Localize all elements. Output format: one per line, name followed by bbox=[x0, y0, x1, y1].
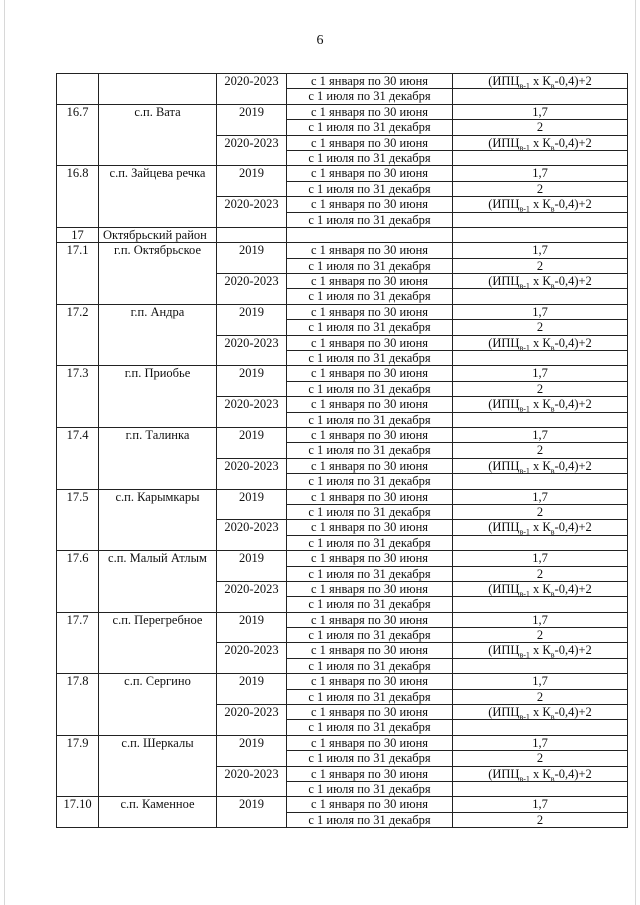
formula-part: х К bbox=[529, 197, 551, 212]
index-value: 1,7 bbox=[453, 366, 628, 381]
formula-part: х К bbox=[529, 643, 551, 658]
formula-part: (ИПЦ bbox=[488, 581, 520, 596]
date-range: с 1 июля по 31 декабря bbox=[287, 89, 453, 104]
settlement-name: с.п. Каменное bbox=[99, 797, 217, 828]
formula-part: в bbox=[550, 466, 555, 474]
formula-part: -0,4)+2 bbox=[554, 581, 592, 596]
index-value: 1,7 bbox=[453, 427, 628, 442]
index-value: 1,7 bbox=[453, 735, 628, 750]
table-row bbox=[57, 612, 628, 627]
formula-part: в-1 bbox=[519, 527, 530, 536]
formula-part: -0,4)+2 bbox=[554, 197, 592, 212]
formula-part: в-1 bbox=[519, 204, 530, 213]
row-number: 16.7 bbox=[57, 104, 99, 166]
date-range: с 1 июля по 31 декабря bbox=[287, 781, 453, 796]
settlement-name: с.п. Шеркалы bbox=[99, 735, 217, 797]
formula-part: в-1 bbox=[519, 466, 530, 474]
formula-part: в-1 bbox=[519, 650, 530, 659]
page-number: 6 bbox=[316, 33, 324, 48]
date-range: с 1 января по 30 июня bbox=[287, 243, 453, 258]
formula-part: х К bbox=[529, 581, 551, 596]
row-number: 17.9 bbox=[57, 735, 99, 797]
formula-part: в bbox=[550, 404, 555, 413]
formula-part: в bbox=[550, 712, 555, 720]
row-number: 17.3 bbox=[57, 366, 99, 428]
period-years: 2020-2023 bbox=[217, 335, 287, 366]
date-range: с 1 июля по 31 декабря bbox=[287, 120, 453, 135]
period-years: 2020-2023 bbox=[217, 74, 287, 105]
formula-part: х К bbox=[529, 705, 551, 720]
row-number: 16.8 bbox=[57, 166, 99, 228]
date-range: с 1 июля по 31 декабря bbox=[287, 597, 453, 612]
period-years: 2020-2023 bbox=[217, 135, 287, 166]
formula-part: в-1 bbox=[519, 404, 530, 413]
period-years: 2019 bbox=[217, 735, 287, 766]
index-value bbox=[453, 720, 628, 735]
period-years: 2019 bbox=[217, 489, 287, 520]
table-row bbox=[57, 489, 628, 504]
formula-part: в-1 bbox=[519, 143, 530, 151]
date-range: с 1 июля по 31 декабря bbox=[287, 720, 453, 735]
formula-part: в bbox=[550, 650, 555, 659]
date-range: с 1 января по 30 июня bbox=[287, 197, 453, 212]
formula-part: в-1 bbox=[519, 343, 530, 351]
index-value bbox=[453, 289, 628, 304]
formula-part: (ИПЦ bbox=[488, 397, 520, 412]
index-value bbox=[453, 335, 628, 350]
period-years: 2019 bbox=[217, 243, 287, 274]
index-value: 2 bbox=[453, 812, 628, 827]
table-row bbox=[57, 304, 628, 319]
formula-part: (ИПЦ bbox=[488, 643, 520, 658]
empty-cell bbox=[217, 227, 287, 242]
formula-part: (ИПЦ bbox=[488, 520, 520, 535]
date-range: с 1 июля по 31 декабря bbox=[287, 443, 453, 458]
date-range: с 1 июля по 31 декабря bbox=[287, 812, 453, 827]
page-edge-right bbox=[635, 0, 636, 905]
date-range: с 1 января по 30 июня bbox=[287, 581, 453, 596]
index-value: 2 bbox=[453, 751, 628, 766]
period-years: 2019 bbox=[217, 166, 287, 197]
index-value: 2 bbox=[453, 504, 628, 519]
district-row bbox=[57, 227, 628, 242]
date-range: с 1 июля по 31 декабря bbox=[287, 289, 453, 304]
formula-part: -0,4)+2 bbox=[554, 135, 592, 150]
period-years: 2020-2023 bbox=[217, 274, 287, 305]
row-number: 17.5 bbox=[57, 489, 99, 551]
formula-part: в-1 bbox=[519, 281, 530, 289]
period-years: 2019 bbox=[217, 104, 287, 135]
period-years: 2020-2023 bbox=[217, 458, 287, 489]
formula-part: в bbox=[550, 281, 555, 289]
settlement-name: с.п. Карымкары bbox=[99, 489, 217, 551]
formula-part: в-1 bbox=[519, 81, 530, 89]
date-range: с 1 января по 30 июня bbox=[287, 489, 453, 504]
table-row bbox=[57, 243, 628, 258]
table-row bbox=[57, 166, 628, 181]
index-value: 2 bbox=[453, 689, 628, 704]
date-range: с 1 января по 30 июня bbox=[287, 674, 453, 689]
index-value: 1,7 bbox=[453, 797, 628, 812]
formula-part: х К bbox=[529, 74, 551, 88]
formula-part: х К bbox=[529, 274, 551, 289]
index-value: 1,7 bbox=[453, 104, 628, 119]
date-range: с 1 июля по 31 декабря bbox=[287, 566, 453, 581]
formula-part: (ИПЦ bbox=[488, 135, 520, 150]
period-years: 2020-2023 bbox=[217, 705, 287, 736]
index-value bbox=[453, 581, 628, 596]
formula-part: в bbox=[550, 81, 555, 89]
formula-part: в bbox=[550, 204, 555, 213]
index-value bbox=[453, 397, 628, 412]
index-value: 2 bbox=[453, 120, 628, 135]
index-value: 1,7 bbox=[453, 489, 628, 504]
formula-part: х К bbox=[529, 397, 551, 412]
period-years: 2019 bbox=[217, 427, 287, 458]
index-value bbox=[453, 535, 628, 550]
formula-part: (ИПЦ bbox=[488, 197, 520, 212]
period-years: 2020-2023 bbox=[217, 643, 287, 674]
index-value: 1,7 bbox=[453, 166, 628, 181]
index-value bbox=[453, 781, 628, 796]
date-range: с 1 июля по 31 декабря bbox=[287, 258, 453, 273]
settlement-name: г.п. Приобье bbox=[99, 366, 217, 428]
index-value bbox=[453, 412, 628, 427]
date-range: с 1 января по 30 июня bbox=[287, 797, 453, 812]
formula-part: (ИПЦ bbox=[488, 705, 520, 720]
date-range: с 1 июля по 31 декабря bbox=[287, 181, 453, 196]
formula-part: х К bbox=[529, 520, 551, 535]
row-number: 17.4 bbox=[57, 427, 99, 489]
formula-part: -0,4)+2 bbox=[554, 520, 592, 535]
formula-part: -0,4)+2 bbox=[554, 643, 592, 658]
index-value bbox=[453, 89, 628, 104]
date-range: с 1 января по 30 июня bbox=[287, 397, 453, 412]
index-value: 1,7 bbox=[453, 674, 628, 689]
index-value bbox=[453, 74, 628, 89]
settlement-name: с.п. Перегребное bbox=[99, 612, 217, 674]
formula-part: в-1 bbox=[519, 589, 530, 597]
date-range: с 1 января по 30 июня bbox=[287, 304, 453, 319]
formula-part: в bbox=[550, 774, 555, 782]
date-range: с 1 января по 30 июня bbox=[287, 366, 453, 381]
index-value: 1,7 bbox=[453, 304, 628, 319]
formula-part: в bbox=[550, 589, 555, 597]
index-value: 2 bbox=[453, 628, 628, 643]
table-row bbox=[57, 427, 628, 442]
date-range: с 1 июля по 31 декабря bbox=[287, 689, 453, 704]
row-number: 17 bbox=[57, 227, 99, 242]
period-years: 2019 bbox=[217, 551, 287, 582]
index-value bbox=[453, 274, 628, 289]
formula-part: -0,4)+2 bbox=[554, 766, 592, 781]
settlement-name: г.п. Талинка bbox=[99, 427, 217, 489]
date-range: с 1 июля по 31 декабря bbox=[287, 751, 453, 766]
date-range: с 1 января по 30 июня bbox=[287, 104, 453, 119]
row-number: 17.10 bbox=[57, 797, 99, 828]
settlement-name bbox=[99, 74, 217, 105]
index-value bbox=[453, 520, 628, 535]
formula-part: (ИПЦ bbox=[488, 74, 520, 88]
date-range: с 1 января по 30 июня bbox=[287, 612, 453, 627]
row-number: 17.7 bbox=[57, 612, 99, 674]
index-value bbox=[453, 212, 628, 227]
date-range: с 1 июля по 31 декабря bbox=[287, 658, 453, 673]
formula-part: (ИПЦ bbox=[488, 274, 520, 289]
date-range: с 1 января по 30 июня bbox=[287, 705, 453, 720]
settlement-name: с.п. Малый Атлым bbox=[99, 551, 217, 613]
formula-part: х К bbox=[529, 458, 551, 473]
date-range: с 1 июля по 31 декабря bbox=[287, 212, 453, 227]
formula-part: х К bbox=[529, 766, 551, 781]
date-range: с 1 января по 30 июня bbox=[287, 74, 453, 89]
table-row bbox=[57, 797, 628, 812]
date-range: с 1 января по 30 июня bbox=[287, 551, 453, 566]
table-row bbox=[57, 366, 628, 381]
date-range: с 1 июля по 31 декабря bbox=[287, 504, 453, 519]
formula-part: в-1 bbox=[519, 774, 530, 782]
index-value: 2 bbox=[453, 566, 628, 581]
index-value bbox=[453, 705, 628, 720]
date-range: с 1 июля по 31 декабря bbox=[287, 474, 453, 489]
formula-part: (ИПЦ bbox=[488, 458, 520, 473]
date-range: с 1 января по 30 июня bbox=[287, 427, 453, 442]
period-years: 2019 bbox=[217, 304, 287, 335]
formula-part: -0,4)+2 bbox=[554, 74, 592, 88]
date-range: с 1 января по 30 июня bbox=[287, 458, 453, 473]
table-row bbox=[57, 551, 628, 566]
formula-part: х К bbox=[529, 135, 551, 150]
settlement-name: с.п. Вата bbox=[99, 104, 217, 166]
index-value: 2 bbox=[453, 320, 628, 335]
date-range: с 1 января по 30 июня bbox=[287, 766, 453, 781]
index-value: 1,7 bbox=[453, 551, 628, 566]
tariff-table bbox=[56, 73, 628, 828]
row-number bbox=[57, 74, 99, 105]
date-range: с 1 января по 30 июня bbox=[287, 520, 453, 535]
date-range: с 1 января по 30 июня bbox=[287, 335, 453, 350]
index-value: 2 bbox=[453, 443, 628, 458]
formula-part: х К bbox=[529, 335, 551, 350]
index-value bbox=[453, 766, 628, 781]
index-value: 2 bbox=[453, 381, 628, 396]
index-value bbox=[453, 658, 628, 673]
period-years: 2019 bbox=[217, 674, 287, 705]
index-value bbox=[453, 150, 628, 165]
settlement-name: с.п. Сергино bbox=[99, 674, 217, 736]
date-range: с 1 июля по 31 декабря bbox=[287, 320, 453, 335]
row-number: 17.1 bbox=[57, 243, 99, 305]
row-number: 17.8 bbox=[57, 674, 99, 736]
formula-part: -0,4)+2 bbox=[554, 397, 592, 412]
table-row bbox=[57, 104, 628, 119]
date-range: с 1 января по 30 июня bbox=[287, 735, 453, 750]
period-years: 2020-2023 bbox=[217, 766, 287, 797]
index-value bbox=[453, 135, 628, 150]
table-row bbox=[57, 674, 628, 689]
empty-cell bbox=[287, 227, 453, 242]
date-range: с 1 июля по 31 декабря bbox=[287, 351, 453, 366]
period-years: 2019 bbox=[217, 366, 287, 397]
formula-part: (ИПЦ bbox=[488, 335, 520, 350]
district-name: Октябрьский район bbox=[99, 227, 217, 242]
period-years: 2020-2023 bbox=[217, 520, 287, 551]
index-value: 2 bbox=[453, 258, 628, 273]
formula-part: в bbox=[550, 343, 555, 351]
formula-part: в-1 bbox=[519, 712, 530, 720]
row-number: 17.2 bbox=[57, 304, 99, 366]
date-range: с 1 января по 30 июня bbox=[287, 135, 453, 150]
table-row bbox=[57, 74, 628, 89]
index-value: 2 bbox=[453, 181, 628, 196]
date-range: с 1 июля по 31 декабря bbox=[287, 628, 453, 643]
period-years: 2020-2023 bbox=[217, 397, 287, 428]
settlement-name: г.п. Андра bbox=[99, 304, 217, 366]
settlement-name: с.п. Зайцева речка bbox=[99, 166, 217, 228]
date-range: с 1 июля по 31 декабря bbox=[287, 535, 453, 550]
index-value: 1,7 bbox=[453, 612, 628, 627]
formula-part: в bbox=[550, 143, 555, 151]
table-row bbox=[57, 735, 628, 750]
date-range: с 1 июля по 31 декабря bbox=[287, 412, 453, 427]
index-value bbox=[453, 597, 628, 612]
date-range: с 1 января по 30 июня bbox=[287, 643, 453, 658]
page-edge-left bbox=[4, 0, 5, 905]
index-value bbox=[453, 197, 628, 212]
index-value bbox=[453, 458, 628, 473]
date-range: с 1 января по 30 июня bbox=[287, 274, 453, 289]
date-range: с 1 июля по 31 декабря bbox=[287, 381, 453, 396]
formula-part: -0,4)+2 bbox=[554, 458, 592, 473]
formula-part: -0,4)+2 bbox=[554, 335, 592, 350]
formula-part: -0,4)+2 bbox=[554, 274, 592, 289]
period-years: 2020-2023 bbox=[217, 197, 287, 228]
index-value bbox=[453, 643, 628, 658]
index-value: 1,7 bbox=[453, 243, 628, 258]
row-number: 17.6 bbox=[57, 551, 99, 613]
formula-part: -0,4)+2 bbox=[554, 705, 592, 720]
date-range: с 1 июля по 31 декабря bbox=[287, 150, 453, 165]
period-years: 2020-2023 bbox=[217, 581, 287, 612]
period-years: 2019 bbox=[217, 797, 287, 828]
period-years: 2019 bbox=[217, 612, 287, 643]
index-value bbox=[453, 351, 628, 366]
formula-part: в bbox=[550, 527, 555, 536]
settlement-name: г.п. Октябрьское bbox=[99, 243, 217, 305]
index-value bbox=[453, 474, 628, 489]
date-range: с 1 января по 30 июня bbox=[287, 166, 453, 181]
formula-part: (ИПЦ bbox=[488, 766, 520, 781]
empty-cell bbox=[453, 227, 628, 242]
